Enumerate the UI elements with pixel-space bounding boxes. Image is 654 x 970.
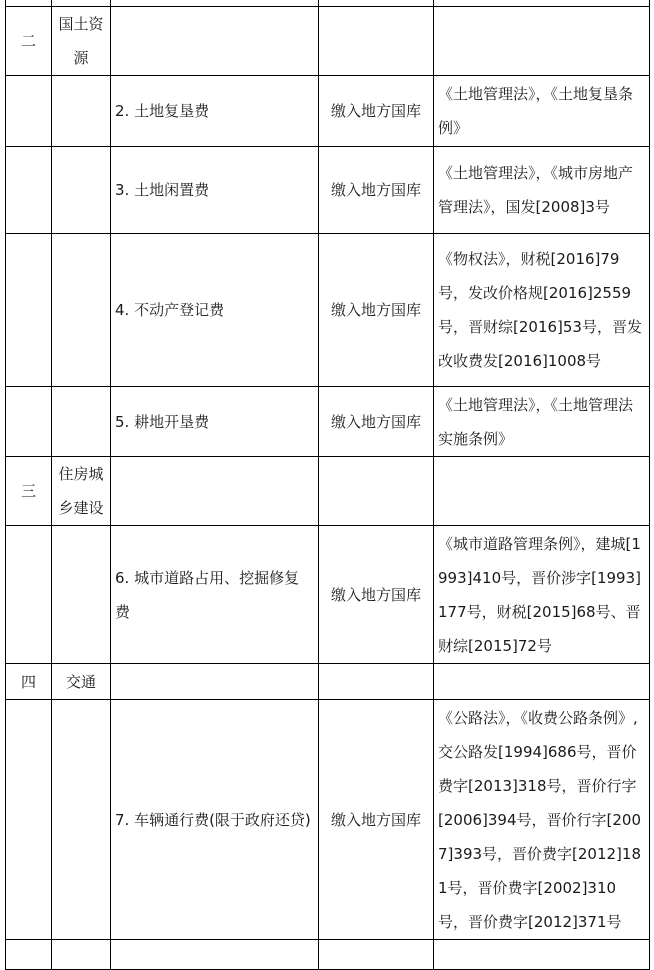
item-name: 2. 土地复垦费 (111, 76, 319, 147)
cell-empty (434, 940, 650, 970)
section-index: 四 (6, 664, 52, 700)
section-row (6, 457, 650, 526)
cell-empty (52, 147, 111, 234)
item-name: 6. 城市道路占用、挖掘修复费 (111, 526, 319, 664)
table-row (6, 234, 650, 387)
section-index: 二 (6, 7, 52, 76)
item-basis: 《土地管理法》，《土地复垦条例》 (434, 76, 650, 147)
cell-empty (6, 76, 52, 147)
item-basis: 《城市道路管理条例》，建城[1993]410号，晋价涉字[1993]177号，财税[2015]68号、晋财综[2015]72号 (434, 526, 650, 664)
fee-table (5, 0, 650, 970)
item-name: 5. 耕地开垦费 (111, 387, 319, 457)
cell-empty (6, 700, 52, 940)
item-name: 4. 不动产登记费 (111, 234, 319, 387)
cell-empty (434, 664, 650, 700)
table-row (6, 526, 650, 664)
cell-empty (52, 940, 111, 970)
item-basis: 《土地管理法》，《土地管理法实施条例》 (434, 387, 650, 457)
section-name: 交通 (52, 664, 111, 700)
cell-empty (52, 387, 111, 457)
cell-empty (434, 7, 650, 76)
item-destination: 缴入地方国库 (319, 76, 434, 147)
cell-empty (434, 457, 650, 526)
section-name: 国土资源 (52, 7, 111, 76)
cell-empty (6, 234, 52, 387)
cell-empty (111, 457, 319, 526)
table-row (6, 147, 650, 234)
item-name: 7. 车辆通行费(限于政府还贷) (111, 700, 319, 940)
cell-empty (111, 940, 319, 970)
item-destination: 缴入地方国库 (319, 700, 434, 940)
table-row-partial-bottom (6, 940, 650, 970)
item-destination: 缴入地方国库 (319, 234, 434, 387)
cell-empty (52, 526, 111, 664)
item-destination: 缴入地方国库 (319, 147, 434, 234)
cell-empty (6, 147, 52, 234)
cell-empty (6, 526, 52, 664)
cell-empty (319, 664, 434, 700)
cell-empty (319, 7, 434, 76)
item-name: 3. 土地闲置费 (111, 147, 319, 234)
section-name: 住房城乡建设 (52, 457, 111, 526)
item-destination: 缴入地方国库 (319, 387, 434, 457)
item-basis: 《土地管理法》，《城市房地产管理法》，国发[2008]3号 (434, 147, 650, 234)
cell-empty (52, 700, 111, 940)
item-basis: 《公路法》，《收费公路条例》,交公路发[1994]686号，晋价费字[2013]318号，晋价行字[2006]394号，晋价行字[2007]393号，晋价费字[2012]181号，晋价费字[2002]310号，晋价费字[2012]371号 (434, 700, 650, 940)
section-row (6, 7, 650, 76)
cell-empty (52, 76, 111, 147)
item-destination: 缴入地方国库 (319, 526, 434, 664)
cell-empty (111, 664, 319, 700)
cell-empty (111, 7, 319, 76)
table-row (6, 76, 650, 147)
cell-empty (52, 234, 111, 387)
cell-empty (319, 457, 434, 526)
section-index: 三 (6, 457, 52, 526)
cell-empty (319, 940, 434, 970)
cell-empty (6, 940, 52, 970)
table-row (6, 387, 650, 457)
table-row (6, 700, 650, 940)
section-row (6, 664, 650, 700)
item-basis: 《物权法》，财税[2016]79号，发改价格规[2016]2559号，晋财综[2016]53号，晋发改收费发[2016]1008号 (434, 234, 650, 387)
cell-empty (6, 387, 52, 457)
